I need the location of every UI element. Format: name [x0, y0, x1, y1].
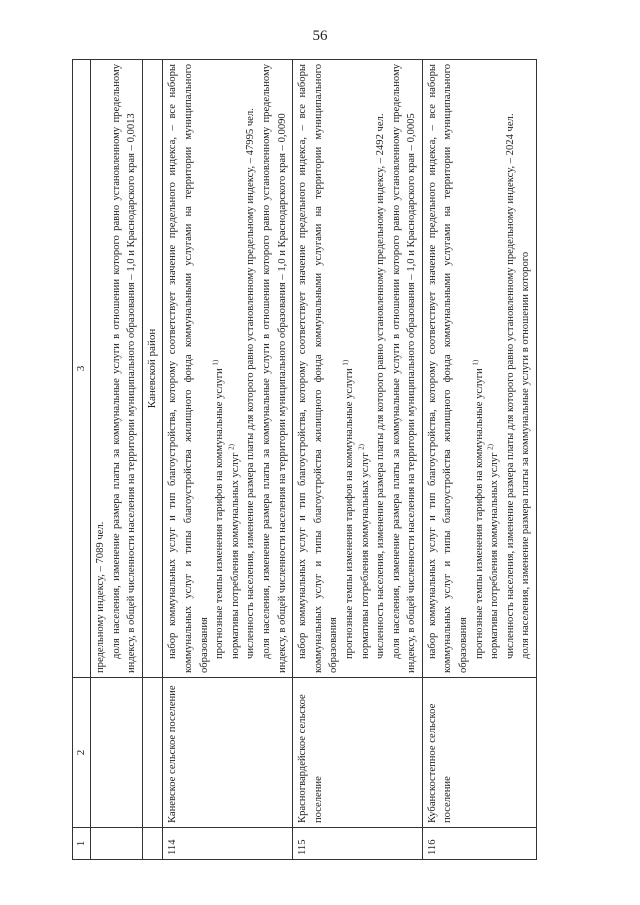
table-row [163, 60, 293, 860]
continuation-line-2: доля населения, изменение размера платы за коммунальные услуги в отношении которого равно установленному предельному индексу, в общей численности населения на территории муниципального образования – 1,0 и Краснодарского края – 0,0013 [110, 64, 138, 673]
rotated-table-container [72, 60, 602, 860]
footnote-mark: 2) [356, 444, 365, 450]
table-row [293, 60, 423, 860]
district-row [142, 60, 163, 860]
row-number: 115 [293, 828, 423, 860]
continuation-line-1: предельному индексу, – 7089 чел. [95, 521, 106, 673]
footnote-mark: 2) [486, 444, 495, 450]
settlement-name: Каневское сельское поселение [163, 678, 293, 828]
settlement-name: Кубанскостепное сельское поселение [422, 678, 536, 828]
table-header-row [73, 60, 91, 860]
footnote-mark: 1) [341, 359, 350, 366]
footnote-mark: 2) [227, 444, 236, 450]
page-number: 56 [312, 28, 328, 44]
row-number: 114 [163, 828, 293, 860]
limit-index-table [72, 59, 537, 860]
district-title: Каневской район [142, 60, 163, 678]
continuation-row [91, 60, 143, 860]
header-cell-2: 2 [73, 678, 91, 828]
header-cell-3: 3 [73, 60, 91, 678]
settlement-name: Красногвардейское сельское поселение [293, 678, 423, 828]
continuation-cell [91, 60, 143, 678]
row-description: набор коммунальных услуг и тип благоустройства, которому соответствует значение предельного индекса, – все наборы коммунальных услуг и типы благоустройства жилищного фонда коммунальными услугами на территории муниципального образования прогнозные темпы изменения тарифов на коммунальные услуги $^{1)}$ нормативы потребления коммунальных услуг $^{2)}$ численность населения, изменение размера платы для которого равно установленному предельному индексу, – 2024 чел. доля населения, изменение размера платы за коммунальные услуги в отношении которого [422, 60, 536, 678]
row-description: набор коммунальных услуг и тип благоустройства, которому соответствует значение предельного индекса, – все наборы коммунальных услуг и типы благоустройства жилищного фонда коммунальными услугами на территории муниципального образования прогнозные темпы изменения тарифов на коммунальные услуги $^{1)}$ нормативы потребления коммунальных услуг $^{2)}$ численность населения, изменение размера платы для которого равно установленному предельному индексу, – 47995 чел. доля населения, изменение размера платы за коммунальные услуги в отношении которого равно установленному предельному индексу, в общей численности населения на территории муниципального образования – 1,0 и Краснодарского края – 0,0090 [163, 60, 293, 678]
footnote-mark: 1) [471, 359, 480, 366]
table-row [422, 60, 536, 860]
footnote-mark: 1) [211, 359, 220, 366]
row-description: набор коммунальных услуг и тип благоустройства, которому соответствует значение предельного индекса, – все наборы коммунальных услуг и типы благоустройства жилищного фонда коммунальными услугами на территории муниципального образования прогнозные темпы изменения тарифов на коммунальные услуги $^{1)}$ нормативы потребления коммунальных услуг $^{2)}$ численность населения, изменение размера платы для которого равно установленному предельному индексу, – 2492 чел. доля населения, изменение размера платы за коммунальные услуги в отношении которого равно установленному предельному индексу, в общей численности населения на территории муниципального образования – 1,0 и Краснодарского края – 0,0005 [293, 60, 423, 678]
header-cell-1: 1 [73, 828, 91, 860]
row-number: 116 [422, 828, 536, 860]
